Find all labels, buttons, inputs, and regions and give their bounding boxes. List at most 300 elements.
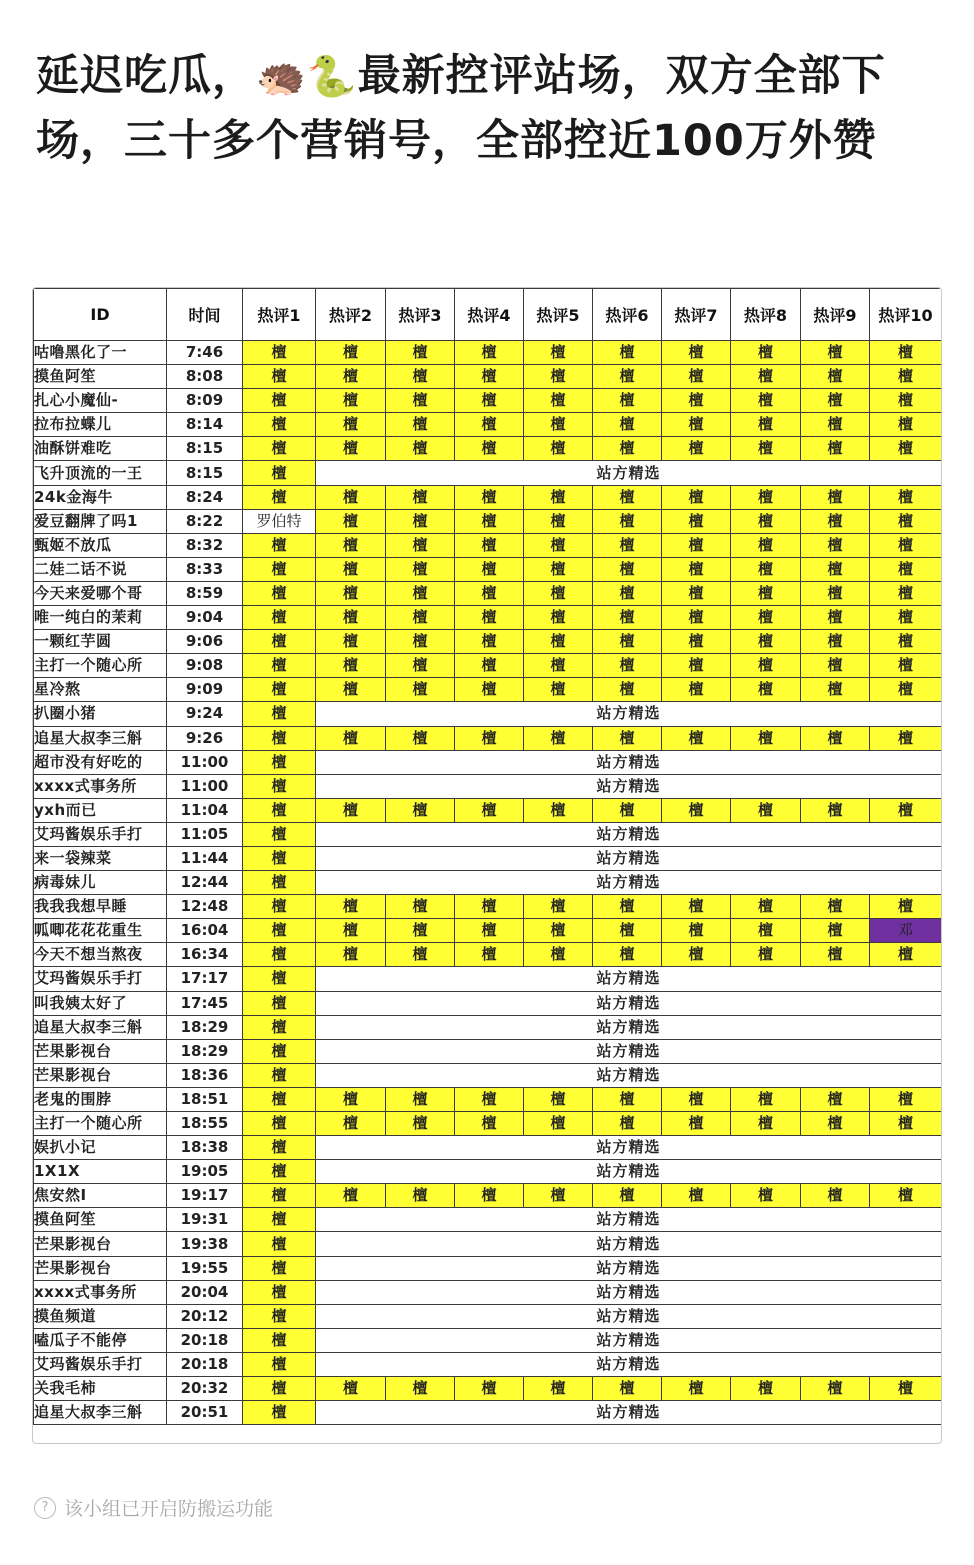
time-cell: 9:04 xyxy=(167,606,243,630)
hot-comment-cell: 檀 xyxy=(524,557,593,581)
hot-comment-cell: 檀 xyxy=(316,678,386,702)
site-selection-cell: 站方精选 xyxy=(316,846,942,870)
time-cell: 16:34 xyxy=(167,943,243,967)
account-id-cell: 超市没有好吃的 xyxy=(34,750,167,774)
time-cell: 20:18 xyxy=(167,1352,243,1376)
hot-comment-cell: 檀 xyxy=(243,1401,316,1425)
time-cell: 19:55 xyxy=(167,1256,243,1280)
time-cell: 11:04 xyxy=(167,798,243,822)
hot-comment-cell: 檀 xyxy=(316,895,386,919)
hot-comment-cell: 檀 xyxy=(386,654,455,678)
hot-comment-cell: 檀 xyxy=(316,726,386,750)
hot-comment-cell: 檀 xyxy=(316,557,386,581)
site-selection-cell: 站方精选 xyxy=(316,1039,942,1063)
hot-comment-cell: 檀 xyxy=(455,557,524,581)
account-id-cell: 主打一个随心所 xyxy=(34,654,167,678)
table-row xyxy=(34,1232,942,1256)
hot-comment-cell: 檀 xyxy=(243,557,316,581)
hot-comment-cell: 檀 xyxy=(662,895,731,919)
time-cell: 8:33 xyxy=(167,557,243,581)
column-header: 热评7 xyxy=(662,289,731,341)
hot-comment-cell: 檀 xyxy=(870,895,942,919)
hot-comment-cell: 檀 xyxy=(386,798,455,822)
hot-comment-cell: 檀 xyxy=(243,461,316,485)
hot-comment-cell: 檀 xyxy=(455,533,524,557)
time-cell: 20:04 xyxy=(167,1280,243,1304)
hot-comment-cell: 檀 xyxy=(662,798,731,822)
table-row xyxy=(34,533,942,557)
hot-comment-cell: 檀 xyxy=(243,871,316,895)
spreadsheet-image[interactable] xyxy=(32,287,942,1444)
hot-comment-cell: 檀 xyxy=(243,1304,316,1328)
hot-comment-cell: 檀 xyxy=(870,630,942,654)
time-cell: 9:06 xyxy=(167,630,243,654)
hot-comment-cell: 檀 xyxy=(243,437,316,461)
hot-comment-cell: 檀 xyxy=(316,798,386,822)
hot-comment-cell: 檀 xyxy=(243,678,316,702)
hot-comment-cell: 檀 xyxy=(524,919,593,943)
hot-comment-cell: 檀 xyxy=(243,822,316,846)
hot-comment-cell: 檀 xyxy=(801,533,870,557)
table-row xyxy=(34,678,942,702)
hot-comment-cell: 檀 xyxy=(243,365,316,389)
hot-comment-cell: 檀 xyxy=(870,726,942,750)
hot-comment-cell: 檀 xyxy=(386,943,455,967)
hot-comment-cell: 檀 xyxy=(243,1160,316,1184)
hot-comment-cell: 檀 xyxy=(386,895,455,919)
hot-comment-cell: 檀 xyxy=(316,919,386,943)
hot-comment-cell: 檀 xyxy=(524,606,593,630)
hot-comment-cell: 檀 xyxy=(801,509,870,533)
column-header: 热评1 xyxy=(243,289,316,341)
hot-comment-cell: 檀 xyxy=(731,798,801,822)
time-cell: 18:29 xyxy=(167,1039,243,1063)
hot-comment-cell: 檀 xyxy=(524,654,593,678)
account-id-cell: 焦安然I xyxy=(34,1184,167,1208)
hot-comment-cell: 檀 xyxy=(243,389,316,413)
hot-comment-cell: 檀 xyxy=(662,557,731,581)
hot-comment-cell: 檀 xyxy=(662,437,731,461)
hot-comment-cell: 檀 xyxy=(870,798,942,822)
time-cell: 8:15 xyxy=(167,437,243,461)
table-row xyxy=(34,485,942,509)
hot-comment-cell: 檀 xyxy=(801,365,870,389)
table-row xyxy=(34,654,942,678)
hot-comment-cell: 檀 xyxy=(243,1377,316,1401)
hot-comment-cell: 檀 xyxy=(593,365,662,389)
time-cell: 8:24 xyxy=(167,485,243,509)
hot-comment-cell: 檀 xyxy=(731,654,801,678)
account-id-cell: 一颗红芋圆 xyxy=(34,630,167,654)
hot-comment-cell: 檀 xyxy=(316,943,386,967)
hot-comment-cell: 檀 xyxy=(455,365,524,389)
hot-comment-cell: 檀 xyxy=(801,919,870,943)
shield-info-icon: ? xyxy=(34,1497,56,1519)
table-row xyxy=(34,389,942,413)
account-id-cell: 唯一纯白的茉莉 xyxy=(34,606,167,630)
table-row xyxy=(34,1015,942,1039)
hot-comment-cell: 檀 xyxy=(593,678,662,702)
account-id-cell: 我我我想早睡 xyxy=(34,895,167,919)
hot-comment-cell: 檀 xyxy=(316,365,386,389)
hot-comment-cell: 檀 xyxy=(524,509,593,533)
account-id-cell: 关我毛柿 xyxy=(34,1377,167,1401)
hot-comment-cell: 檀 xyxy=(455,1184,524,1208)
hot-comment-cell: 檀 xyxy=(870,557,942,581)
hot-comment-cell: 檀 xyxy=(662,1087,731,1111)
account-id-cell: 扎心小魔仙- xyxy=(34,389,167,413)
hot-comment-cell: 檀 xyxy=(455,726,524,750)
hot-comment-cell: 罗伯特 xyxy=(243,509,316,533)
hot-comment-cell: 檀 xyxy=(455,606,524,630)
hot-comment-cell: 檀 xyxy=(316,485,386,509)
hot-comment-cell: 檀 xyxy=(524,630,593,654)
hot-comment-cell: 檀 xyxy=(662,726,731,750)
hot-comment-cell: 檀 xyxy=(386,1112,455,1136)
table-row xyxy=(34,750,942,774)
time-cell: 18:38 xyxy=(167,1136,243,1160)
hot-comment-cell: 檀 xyxy=(524,1087,593,1111)
hot-comment-cell: 檀 xyxy=(243,798,316,822)
table-body xyxy=(34,341,942,1425)
hot-comment-cell: 檀 xyxy=(243,485,316,509)
account-id-cell: 芒果影视台 xyxy=(34,1232,167,1256)
hot-comment-cell: 檀 xyxy=(243,1015,316,1039)
hot-comment-cell: 檀 xyxy=(593,1112,662,1136)
account-id-cell: 来一袋辣菜 xyxy=(34,846,167,870)
hot-comment-cell: 檀 xyxy=(243,1112,316,1136)
time-cell: 8:09 xyxy=(167,389,243,413)
hot-comment-cell: 檀 xyxy=(731,1377,801,1401)
account-id-cell: 甄姬不放瓜 xyxy=(34,533,167,557)
hot-comment-cell: 檀 xyxy=(243,1184,316,1208)
hot-comment-cell: 檀 xyxy=(524,895,593,919)
account-id-cell: 1X1X xyxy=(34,1160,167,1184)
hot-comment-cell: 檀 xyxy=(316,1184,386,1208)
hot-comment-cell: 檀 xyxy=(593,557,662,581)
time-cell: 19:38 xyxy=(167,1232,243,1256)
site-selection-cell: 站方精选 xyxy=(316,967,942,991)
hot-comment-cell: 檀 xyxy=(731,895,801,919)
account-id-cell: 扒圈小猪 xyxy=(34,702,167,726)
time-cell: 11:05 xyxy=(167,822,243,846)
account-id-cell: 二娃二话不说 xyxy=(34,557,167,581)
hot-comment-cell: 檀 xyxy=(662,919,731,943)
hot-comment-cell: 檀 xyxy=(386,533,455,557)
site-selection-cell: 站方精选 xyxy=(316,1160,942,1184)
hot-comment-cell: 檀 xyxy=(662,1377,731,1401)
hot-comment-cell: 檀 xyxy=(386,437,455,461)
account-id-cell: 艾玛酱娱乐手打 xyxy=(34,1352,167,1376)
table-row xyxy=(34,365,942,389)
table-row xyxy=(34,1280,942,1304)
account-id-cell: 娱扒小记 xyxy=(34,1136,167,1160)
time-cell: 17:45 xyxy=(167,991,243,1015)
account-id-cell: 追星大叔李三斛 xyxy=(34,726,167,750)
hot-comment-cell: 檀 xyxy=(731,1184,801,1208)
hot-comment-cell: 檀 xyxy=(524,413,593,437)
table-row xyxy=(34,1256,942,1280)
column-header: 热评8 xyxy=(731,289,801,341)
anti-repost-notice xyxy=(34,1494,273,1521)
hot-comment-cell: 檀 xyxy=(524,485,593,509)
account-id-cell: 星冷熬 xyxy=(34,678,167,702)
table-row xyxy=(34,919,942,943)
table-row xyxy=(34,1328,942,1352)
table-row xyxy=(34,1063,942,1087)
site-selection-cell: 站方精选 xyxy=(316,991,942,1015)
site-selection-cell: 站方精选 xyxy=(316,461,942,485)
time-cell: 8:32 xyxy=(167,533,243,557)
hot-comment-cell: 檀 xyxy=(524,726,593,750)
hot-comment-cell: 檀 xyxy=(593,1184,662,1208)
hot-comment-cell: 檀 xyxy=(801,606,870,630)
hot-comment-cell: 檀 xyxy=(662,509,731,533)
hot-comment-cell: 檀 xyxy=(243,630,316,654)
hot-comment-cell: 檀 xyxy=(386,509,455,533)
hot-comment-cell: 檀 xyxy=(870,1184,942,1208)
column-header: 热评2 xyxy=(316,289,386,341)
table-row xyxy=(34,1136,942,1160)
hot-comment-cell: 檀 xyxy=(662,389,731,413)
account-id-cell: 飞升顶流的一王 xyxy=(34,461,167,485)
hot-comment-cell: 檀 xyxy=(801,1087,870,1111)
time-cell: 18:55 xyxy=(167,1112,243,1136)
site-selection-cell: 站方精选 xyxy=(316,774,942,798)
account-id-cell: 老鬼的围脖 xyxy=(34,1087,167,1111)
hot-comment-cell: 檀 xyxy=(243,413,316,437)
hot-comment-cell: 檀 xyxy=(386,341,455,365)
hot-comment-cell: 檀 xyxy=(455,654,524,678)
site-selection-cell: 站方精选 xyxy=(316,1401,942,1425)
hot-comment-cell: 檀 xyxy=(455,678,524,702)
table-row xyxy=(34,437,942,461)
hot-comment-cell: 檀 xyxy=(316,1112,386,1136)
hot-comment-cell: 檀 xyxy=(593,485,662,509)
hot-comment-cell: 檀 xyxy=(870,1112,942,1136)
hot-comment-cell: 檀 xyxy=(386,1184,455,1208)
time-cell: 19:17 xyxy=(167,1184,243,1208)
hot-comment-cell: 檀 xyxy=(662,413,731,437)
hot-comment-cell: 檀 xyxy=(870,581,942,605)
hot-comment-cell: 檀 xyxy=(593,895,662,919)
hot-comment-cell: 檀 xyxy=(593,341,662,365)
hot-comment-cell: 檀 xyxy=(243,1256,316,1280)
hot-comment-cell: 檀 xyxy=(593,581,662,605)
hot-comment-cell: 檀 xyxy=(662,943,731,967)
time-cell: 9:26 xyxy=(167,726,243,750)
hot-comment-cell: 檀 xyxy=(524,943,593,967)
site-selection-cell: 站方精选 xyxy=(316,1063,942,1087)
hot-comment-cell: 檀 xyxy=(524,1112,593,1136)
hot-comment-cell: 檀 xyxy=(870,509,942,533)
hot-comment-cell: 檀 xyxy=(731,533,801,557)
hot-comment-cell: 檀 xyxy=(316,341,386,365)
hot-comment-cell: 檀 xyxy=(455,895,524,919)
account-id-cell: 24k金海牛 xyxy=(34,485,167,509)
hot-comment-cell: 檀 xyxy=(243,991,316,1015)
hot-comment-cell: 檀 xyxy=(455,1087,524,1111)
hot-comment-cell: 檀 xyxy=(593,389,662,413)
hot-comment-cell: 檀 xyxy=(243,533,316,557)
time-cell: 9:08 xyxy=(167,654,243,678)
time-cell: 19:31 xyxy=(167,1208,243,1232)
account-id-cell: 今天不想当熬夜 xyxy=(34,943,167,967)
hot-comment-cell: 檀 xyxy=(316,437,386,461)
hot-comment-cell: 檀 xyxy=(386,365,455,389)
hot-comment-cell: 檀 xyxy=(243,1063,316,1087)
time-cell: 20:18 xyxy=(167,1328,243,1352)
hot-comment-cell: 檀 xyxy=(870,678,942,702)
hot-comment-cell: 檀 xyxy=(386,1377,455,1401)
hot-comment-cell: 檀 xyxy=(386,678,455,702)
time-cell: 20:51 xyxy=(167,1401,243,1425)
hot-comment-cell: 檀 xyxy=(801,437,870,461)
hot-comment-cell: 檀 xyxy=(455,630,524,654)
hot-comment-cell: 檀 xyxy=(243,1280,316,1304)
time-cell: 16:04 xyxy=(167,919,243,943)
hot-comment-cell: 檀 xyxy=(731,919,801,943)
table-row xyxy=(34,461,942,485)
account-id-cell: 芒果影视台 xyxy=(34,1039,167,1063)
account-id-cell: xxxx式事务所 xyxy=(34,1280,167,1304)
hot-comment-cell: 檀 xyxy=(316,413,386,437)
title-part-1: 延迟吃瓜， xyxy=(36,51,256,101)
column-header: 时间 xyxy=(167,289,243,341)
hot-comment-cell: 檀 xyxy=(243,1087,316,1111)
hot-comment-cell: 檀 xyxy=(455,389,524,413)
time-cell: 11:00 xyxy=(167,774,243,798)
hot-comment-cell: 檀 xyxy=(386,630,455,654)
hot-comment-cell: 檀 xyxy=(316,1087,386,1111)
hot-comment-cell: 檀 xyxy=(870,1377,942,1401)
hot-comment-cell: 檀 xyxy=(243,774,316,798)
account-id-cell: 芒果影视台 xyxy=(34,1063,167,1087)
time-cell: 19:05 xyxy=(167,1160,243,1184)
table-row xyxy=(34,1352,942,1376)
table-row xyxy=(34,606,942,630)
hot-comment-cell: 檀 xyxy=(316,630,386,654)
site-selection-cell: 站方精选 xyxy=(316,1256,942,1280)
hot-comment-cell: 檀 xyxy=(524,1377,593,1401)
site-selection-cell: 站方精选 xyxy=(316,1208,942,1232)
table-row xyxy=(34,1160,942,1184)
title-part-2: 最新控评站场，双方全部下场，三十多个营销号，全部控近100万外赞 xyxy=(36,51,886,166)
site-selection-cell: 站方精选 xyxy=(316,1352,942,1376)
hot-comment-cell: 檀 xyxy=(870,1087,942,1111)
table-row xyxy=(34,341,942,365)
hot-comment-cell: 檀 xyxy=(316,509,386,533)
hot-comment-cell: 檀 xyxy=(524,581,593,605)
hot-comment-cell: 檀 xyxy=(593,413,662,437)
account-id-cell: 爱豆翻牌了吗1 xyxy=(34,509,167,533)
site-selection-cell: 站方精选 xyxy=(316,702,942,726)
hot-comment-cell: 檀 xyxy=(593,630,662,654)
account-id-cell: 主打一个随心所 xyxy=(34,1112,167,1136)
hot-comment-cell: 檀 xyxy=(243,750,316,774)
time-cell: 8:22 xyxy=(167,509,243,533)
hot-comment-cell: 檀 xyxy=(524,365,593,389)
hot-comment-cell: 檀 xyxy=(524,678,593,702)
hot-comment-cell: 檀 xyxy=(593,654,662,678)
hot-comment-cell: 檀 xyxy=(593,798,662,822)
table-row xyxy=(34,774,942,798)
hot-comment-cell: 檀 xyxy=(662,533,731,557)
table-row xyxy=(34,895,942,919)
hot-comment-cell: 檀 xyxy=(731,606,801,630)
hot-comment-cell: 檀 xyxy=(801,630,870,654)
hot-comment-cell: 檀 xyxy=(243,726,316,750)
hot-comment-cell: 檀 xyxy=(243,1039,316,1063)
hot-comment-cell: 檀 xyxy=(662,678,731,702)
table-row xyxy=(34,1208,942,1232)
hot-comment-cell: 檀 xyxy=(455,943,524,967)
hot-comment-cell: 檀 xyxy=(662,341,731,365)
site-selection-cell: 站方精选 xyxy=(316,1280,942,1304)
hot-comment-cell: 檀 xyxy=(593,509,662,533)
time-cell: 7:46 xyxy=(167,341,243,365)
hot-comment-cell: 檀 xyxy=(243,702,316,726)
table-row xyxy=(34,413,942,437)
hot-comment-cell: 檀 xyxy=(455,437,524,461)
time-cell: 8:14 xyxy=(167,413,243,437)
table-row xyxy=(34,557,942,581)
time-cell: 8:08 xyxy=(167,365,243,389)
hot-comment-cell: 檀 xyxy=(243,943,316,967)
hot-comment-cell: 檀 xyxy=(801,1184,870,1208)
anti-repost-text: 该小组已开启防搬运功能 xyxy=(64,1498,274,1520)
hot-comment-cell: 檀 xyxy=(731,341,801,365)
site-selection-cell: 站方精选 xyxy=(316,1136,942,1160)
account-id-cell: 今天来爱哪个哥 xyxy=(34,581,167,605)
hot-comment-cell: 檀 xyxy=(316,533,386,557)
account-id-cell: yxh而已 xyxy=(34,798,167,822)
hot-comment-cell: 檀 xyxy=(870,437,942,461)
hot-comment-cell: 檀 xyxy=(801,581,870,605)
hot-comment-cell: 檀 xyxy=(870,389,942,413)
hot-comment-cell: 檀 xyxy=(801,341,870,365)
hot-comment-cell: 檀 xyxy=(731,630,801,654)
hot-comment-cell: 檀 xyxy=(455,581,524,605)
hot-comment-cell: 檀 xyxy=(316,606,386,630)
hot-comment-cell: 檀 xyxy=(243,1352,316,1376)
hot-comment-cell: 檀 xyxy=(593,606,662,630)
hot-comment-cell: 檀 xyxy=(801,485,870,509)
time-cell: 20:12 xyxy=(167,1304,243,1328)
account-id-cell: 叫我姨太好了 xyxy=(34,991,167,1015)
hot-comment-cell: 檀 xyxy=(731,485,801,509)
hot-comment-cell: 檀 xyxy=(731,1112,801,1136)
hot-comment-cell: 檀 xyxy=(386,919,455,943)
hot-comment-cell: 檀 xyxy=(731,943,801,967)
hot-comment-cell: 檀 xyxy=(455,509,524,533)
hot-comment-cell: 檀 xyxy=(870,365,942,389)
table-row xyxy=(34,1112,942,1136)
table-row xyxy=(34,798,942,822)
account-id-cell: 艾玛酱娱乐手打 xyxy=(34,967,167,991)
hot-comment-cell: 檀 xyxy=(386,413,455,437)
hot-comment-cell: 檀 xyxy=(662,581,731,605)
hot-comment-cell: 檀 xyxy=(870,654,942,678)
hot-comment-cell: 檀 xyxy=(455,919,524,943)
time-cell: 12:44 xyxy=(167,871,243,895)
comment-control-table xyxy=(33,288,942,1425)
hot-comment-cell: 檀 xyxy=(243,846,316,870)
table-row xyxy=(34,822,942,846)
hot-comment-cell: 檀 xyxy=(593,1087,662,1111)
hot-comment-cell: 檀 xyxy=(316,1377,386,1401)
hot-comment-cell: 檀 xyxy=(593,437,662,461)
